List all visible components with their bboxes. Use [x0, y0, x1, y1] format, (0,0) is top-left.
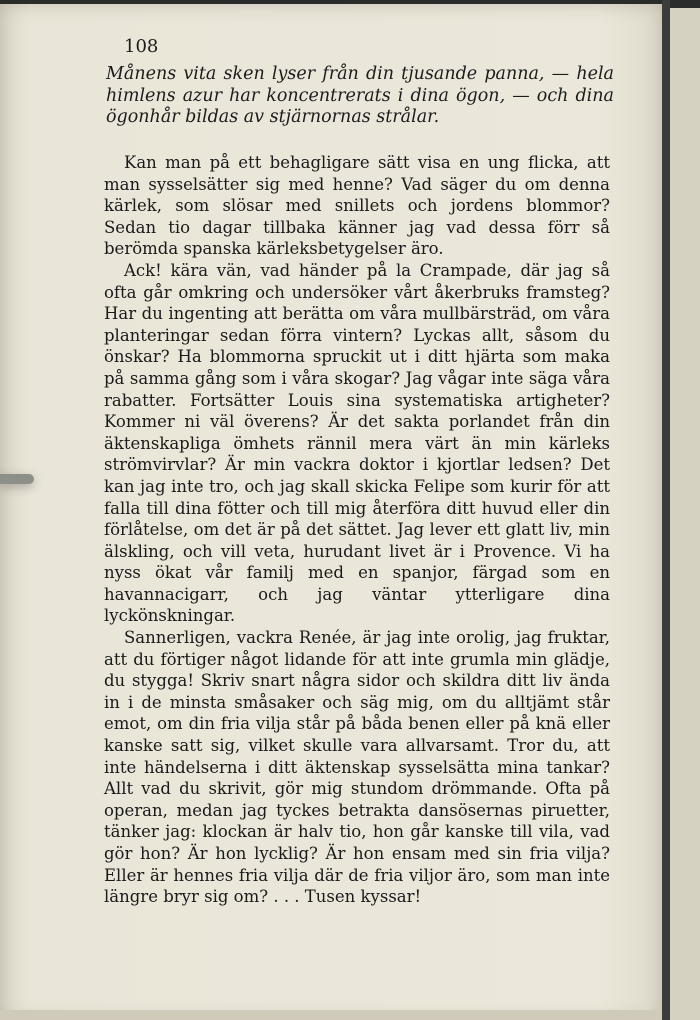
pencil-tip — [0, 474, 34, 484]
italic-epigraph: Månens vita sken lyser från din tjusande panna, — hela himlens azur har koncentrerats i dina ögon, — och dina ögonhår bildas av stjärnornas strålar. — [106, 64, 614, 127]
body-text — [104, 152, 610, 908]
book-page — [0, 4, 662, 1020]
page-bottom-edge — [0, 1010, 662, 1020]
book-gutter — [662, 0, 670, 1020]
paragraph: Sannerligen, vackra Renée, är jag inte orolig, jag fruktar, att du förtiger något lidande för att inte grumla min glädje, du stygga! Skriv snart några sidor och skildra ditt liv ända in i de minsta småsaker och säg mig, om du alltjämt står emot, om din fria vilja står på båda benen eller på knä eller kanske satt sig, vilket skulle vara allvarsamt. Tror du, att inte händelserna i ditt äktenskap sysselsätta mina tankar? Allt vad du skrivit, gör mig stundom drömmande. Ofta på operan, medan jag tyckes betrakta dansösernas piruetter, tänker jag: klockan är halv tio, hon går kanske till vila, vad gör hon? Är hon lycklig? Är hon ensam med sin fria vilja? Eller är hennes fria vilja där de fria viljor äro, som man inte längre bryr sig om? . . . Tusen kyssar! — [104, 628, 610, 907]
page-number: 108 — [124, 36, 159, 57]
paragraph: Kan man på ett behagligare sätt visa en ung flicka, att man sysselsätter sig med henne? Vad säger du om denna kärlek, som slösar med snillets och jordens blommor? Sedan tio dagar tillbaka känner jag vad dessa förr så berömda spanska kärleksbetygelser äro. — [104, 153, 610, 259]
adjacent-page-edge — [670, 8, 700, 1020]
paragraph: Ack! kära vän, vad händer på la Crampade, där jag så ofta går omkring och undersöker vårt åkerbruks framsteg? Har du ingenting att berätta om våra mullbärsträd, om våra planteringar sedan förra vintern? Lyckas allt, såsom du önskar? Ha blommorna spruckit ut i ditt hjärta som maka på samma gång som i våra skogar? Jag vågar inte säga våra rabatter. Fortsätter Louis sina systematiska artigheter? Kommer ni väl överens? Är det sakta porlandet från din äktenskapliga ömhets rännil mera värt än min kärleks strömvirvlar? Är min vackra doktor i kjortlar ledsen? Det kan jag inte tro, och jag skall skicka Felipe som kurir för att falla till dina fötter och till mig återföra ditt huvud eller din förlåtelse, om det är på det sättet. Jag lever ett glatt liv, min älskling, och vill veta, hurudant livet är i Provence. Vi ha nyss ökat vår familj med en spanjor, färgad som en havannacigarr, och jag väntar ytterligare dina lyckönskningar. — [104, 260, 610, 626]
